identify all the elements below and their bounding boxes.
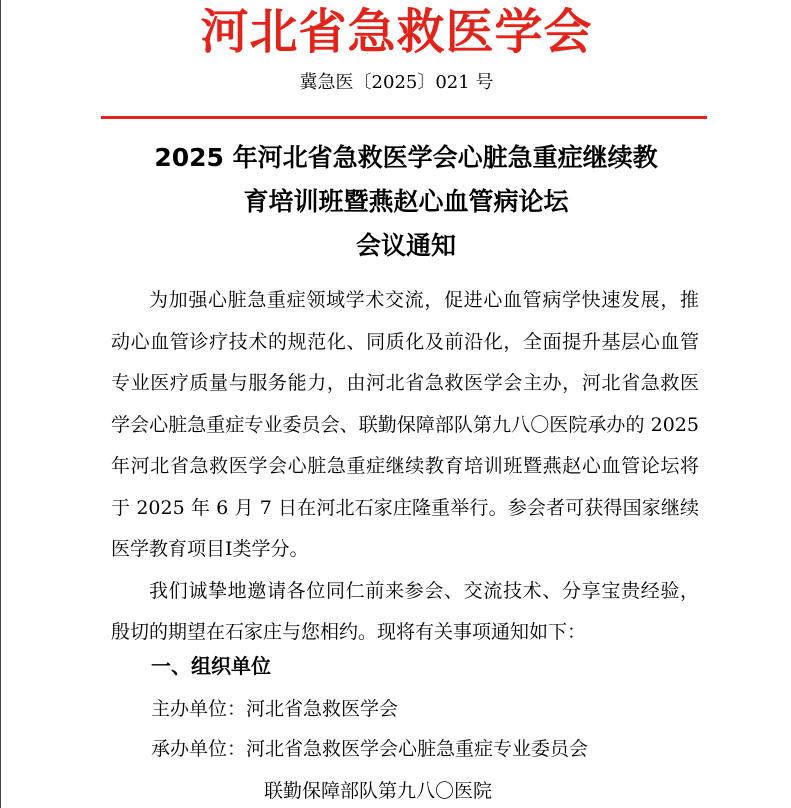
section-heading-organizers: 一、组织单位	[151, 654, 271, 678]
notice-title-line-1: 2025 年河北省急救医学会心脏急重症继续教	[154, 143, 658, 172]
notice-title	[96, 136, 716, 268]
invitation-paragraph: 我们诚挚地邀请各位同仁前来参会、交流技术、分享宝贵经验，殷切的期望在石家庄与您相约。现将有关事项通知如下：	[111, 579, 699, 643]
notice-body	[111, 280, 699, 654]
intro-paragraph: 为加强心脏急重症领域学术交流，促进心血管病学快速发展，推动心血管诊疗技术的规范化、同质化及前沿化，全面提升基层心血管专业医疗质量与服务能力，由河北省急救医学会主办，河北省急救医学会心脏急重症专业委员会、联勤保障部队第九八〇医院承办的 2025 年河北省急救医学会心脏急重症继续教育培训班暨燕赵心血管论坛将于 2025 年 6 月 7 日在河北石家庄隆重举行。参会者可获得国家继续医学教育项目Ⅰ类学分。	[111, 289, 699, 560]
organizer-unit-line-2: 联勤保障部队第九八〇医院	[264, 780, 493, 802]
red-divider-line	[101, 116, 707, 119]
host-unit-line: 主办单位：河北省急救医学会	[151, 698, 399, 720]
organizer-unit-line: 承办单位：河北省急救医学会心脏急重症专业委员会	[151, 738, 589, 760]
notice-title-line-2: 育培训班暨燕赵心血管病论坛	[243, 187, 569, 216]
document-number: 冀急医〔2025〕021 号	[299, 72, 494, 93]
notice-title-line-3: 会议通知	[355, 231, 456, 260]
organization-title: 河北省急救医学会	[200, 4, 593, 60]
